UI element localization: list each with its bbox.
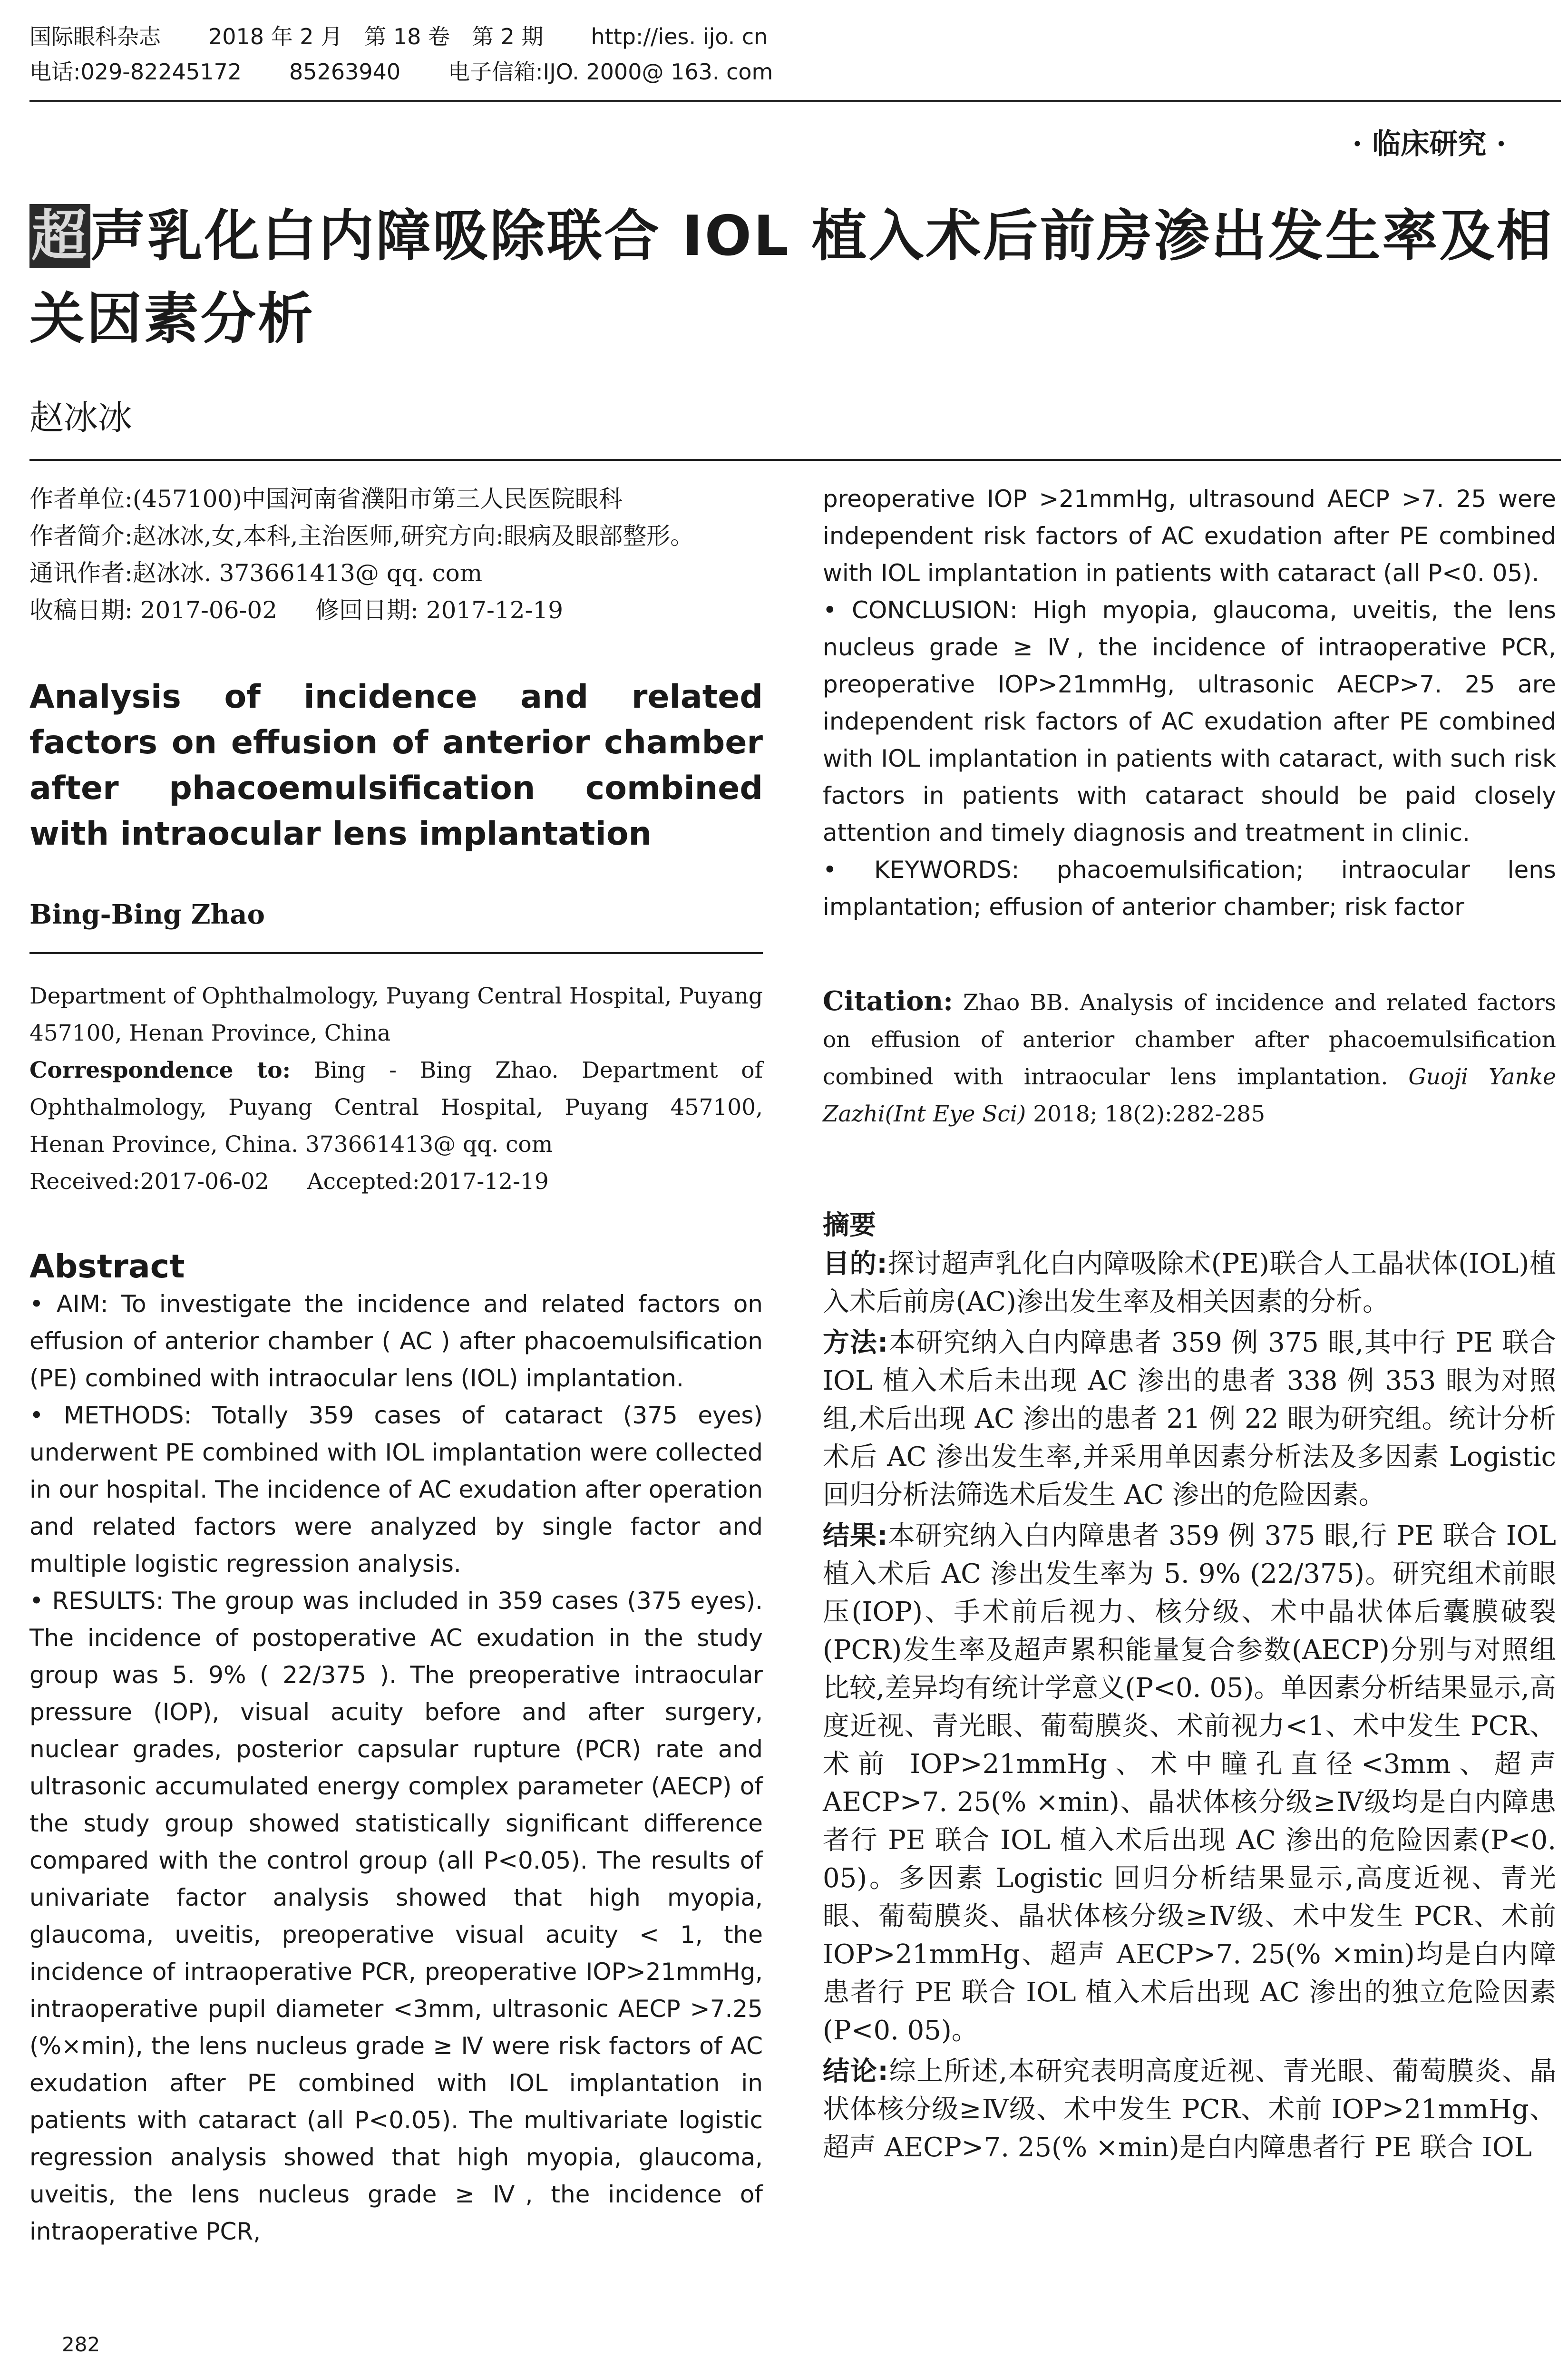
header-line-1 [29, 19, 1561, 54]
phone: 电话:029-82245172 [29, 59, 242, 85]
received-en: Received:2017-06-02 [29, 1169, 269, 1195]
citation [823, 983, 1556, 1133]
cn-abstract-conclusion [823, 2053, 1556, 2167]
abstract-results-cont: preoperative IOP >21mmHg, ultrasound AECP >7. 25 were independent risk factors of AC exudation after PE combined with IOL implantation in patients with cataract (all P<0. 05). [823, 485, 1556, 587]
correspondence-label: Correspondence to: [29, 1057, 291, 1083]
author-name-cn: 赵冰冰 [29, 398, 133, 438]
abstract-results: • RESULTS: The group was included in 359 cases (375 eyes). The incidence of postoperative AC exudation in the study group was 5. 9% ( 22/375 ). The preoperative intraocular pressure (IOP), visual acuity before and after surgery, nuclear grades, posterior capsular rupture (PCR) rate and ultrasonic accumulated energy complex parameter (AECP) of the study group showed statistically significant difference compared with the control group (all P<0.05). The results of univariate factor analysis showed that high myopia, glaucoma, uveitis, preoperative visual acuity < 1, the incidence of intraoperative PCR, preoperative IOP>21mmHg, intraoperative pupil diameter <3mm, ultrasonic AECP >7.25 (%×min), the lens nucleus grade ≥ Ⅳ were risk factors of AC exudation after PE combined with IOL implantation in patients with cataract (all P<0.05). The multivariate logistic regression analysis showed that high myopia, glaucoma, uveitis, the lens nucleus grade ≥ Ⅳ, the incidence of intraoperative PCR, [29, 1587, 763, 2245]
running-header [29, 19, 1561, 89]
abstract-heading: Abstract [29, 1248, 185, 1286]
affiliation [29, 978, 763, 1200]
citation-text: Zhao BB. Analysis of incidence and related factors on effusion of anterior chamber after phacoemulsification combined with intraocular lens implantation. [823, 990, 1556, 1090]
cn-methods-label: 方法: [823, 1327, 888, 1358]
title-rule [29, 459, 1561, 461]
cn-aim-label: 目的: [823, 1248, 887, 1279]
author-bio: 作者简介:赵冰冰,女,本科,主治医师,研究方向:眼病及眼部整形。 [29, 522, 694, 550]
title-text: 声乳化白内障吸除联合 IOL 植入术后前房渗出发生率及相关因素分析 [29, 204, 1554, 351]
author-rule [29, 952, 763, 954]
cn-conclusion-label: 结论: [823, 2056, 888, 2087]
left-column [29, 480, 763, 2250]
journal-url[interactable]: http://ies. ijo. cn [591, 24, 768, 49]
header-line-2 [29, 54, 1561, 89]
citation-label: Citation: [823, 985, 953, 1017]
cn-abstract-heading: 摘要 [823, 1210, 876, 1241]
english-title: Analysis of incidence and related factors on effusion of anterior chamber after phacoemulsification combined with intraocular lens implantation [29, 678, 763, 853]
en-dates-row [29, 1163, 763, 1200]
issue-info: 2018 年 2 月 第 18 卷 第 2 期 [208, 24, 544, 49]
corresponding-author: 通讯作者:赵冰冰. 373661413@ qq. com [29, 559, 483, 587]
cn-meta [29, 480, 763, 629]
section-tag: · 临床研究 · [1352, 127, 1506, 161]
abstract-conclusion: • CONCLUSION: High myopia, glaucoma, uveitis, the lens nucleus grade ≥ Ⅳ, the incidence of intraoperative PCR, preoperative IOP>21mmHg, ultrasonic AECP>7. 25 are independent risk factors of AC exudation after PE combined with IOL implantation in patients with cataract, with such risk factors in patients with cataract should be paid closely attention and timely diagnosis and treatment in clinic. [823, 596, 1556, 847]
email: 电子信箱:IJO. 2000@ 163. com [448, 59, 773, 85]
cn-conclusion-text: 综上所述,本研究表明高度近视、青光眼、葡萄膜炎、晶状体核分级≥Ⅳ级、术中发生 PCR、术前 IOP>21mmHg、超声 AECP>7. 25(% ×min)是白内障患者行 PE 联合 IOL [823, 2056, 1556, 2163]
abstract-keywords: • KEYWORDS: phacoemulsification; intraocular lens implantation; effusion of anterior chamber; risk factor [823, 856, 1556, 921]
header-rule [29, 100, 1561, 102]
citation-tail: 2018; 18(2):282-285 [1026, 1101, 1266, 1127]
dates-row [29, 592, 763, 629]
journal-name: 国际眼科杂志 [29, 24, 161, 49]
citation-journal: Guoji Yanke Zazhi(Int Eye Sci) [823, 1064, 1556, 1127]
cn-aim-text: 探讨超声乳化白内障吸除术(PE)联合人工晶状体(IOL)植入术后前房(AC)渗出发生率及相关因素的分析。 [823, 1248, 1556, 1317]
correspondence-text: Bing - Bing Zhao. Department of Ophthalmology, Puyang Central Hospital, Puyang 457100, Henan Province, China. 373661413@ qq. com [29, 1057, 763, 1158]
revised-date: 修回日期: 2017-12-19 [315, 596, 564, 624]
title-highlight: 超 [29, 204, 90, 268]
department: Department of Ophthalmology, Puyang Central Hospital, Puyang 457100, Henan Province, China [29, 983, 763, 1046]
cn-results-label: 结果: [823, 1520, 888, 1551]
cn-methods-text: 本研究纳入白内障患者 359 例 375 眼,其中行 PE 联合 IOL 植入术后未出现 AC 渗出的患者 338 例 353 眼为对照组,术后出现 AC 渗出的患者 21 例 22 眼为研究组。统计分析术后 AC 渗出发生率,并采用单因素分析法及多因素 Logistic 回归分析法筛选术后发生 AC 渗出的危险因素。 [823, 1327, 1556, 1510]
abstract-aim: • AIM: To investigate the incidence and related factors on effusion of anterior chamber ( AC ) after phacoemulsification (PE) combined with intraocular lens (IOL) implantation. [29, 1290, 763, 1392]
page-number: 282 [62, 2333, 100, 2356]
abstract-methods: • METHODS: Totally 359 cases of cataract (375 eyes) underwent PE combined with IOL implantation were collected in our hospital. The incidence of AC exudation after operation and related factors were analyzed by single factor and multiple logistic regression analysis. [29, 1402, 763, 1578]
accepted-en: Accepted:2017-12-19 [307, 1169, 549, 1195]
author-unit: 作者单位:(457100)中国河南省濮阳市第三人民医院眼科 [29, 485, 623, 513]
english-author: Bing-Bing Zhao [29, 899, 265, 930]
cn-abstract-methods [823, 1324, 1556, 1514]
right-column [823, 480, 1556, 2167]
cn-abstract-aim [823, 1245, 1556, 1321]
paper-title [29, 195, 1561, 360]
cn-results-text: 本研究纳入白内障患者 359 例 375 眼,行 PE 联合 IOL 植入术后 AC 渗出发生率为 5. 9% (22/375)。研究组术前眼压(IOP)、手术前后视力、核分级、术中晶状体后囊膜破裂(PCR)发生率及超声累积能量复合参数(AECP)分别与对照组比较,差异均有统计学意义(P<0. 05)。单因素分析结果显示,高度近视、青光眼、葡萄膜炎、术前视力<1、术中发生 PCR、术前 IOP>21mmHg、术中瞳孔直径<3mm、超声 AECP>7. 25(% ×min)、晶状体核分级≥Ⅳ级均是白内障患者行 PE 联合 IOL 植入术后出现 AC 渗出的危险因素(P<0. 05)。多因素 Logistic 回归分析结果显示,高度近视、青光眼、葡萄膜炎、晶状体核分级≥Ⅳ级、术中发生 PCR、术前 IOP>21mmHg、超声 AECP>7. 25(% ×min)均是白内障患者行 PE 联合 IOL 植入术后出现 AC 渗出的独立危险因素(P<0. 05)。 [823, 1520, 1556, 2046]
cn-abstract-results [823, 1517, 1556, 2050]
received-date: 收稿日期: 2017-06-02 [29, 596, 278, 624]
phone-2: 85263940 [289, 59, 401, 85]
correspondence [29, 1052, 763, 1163]
